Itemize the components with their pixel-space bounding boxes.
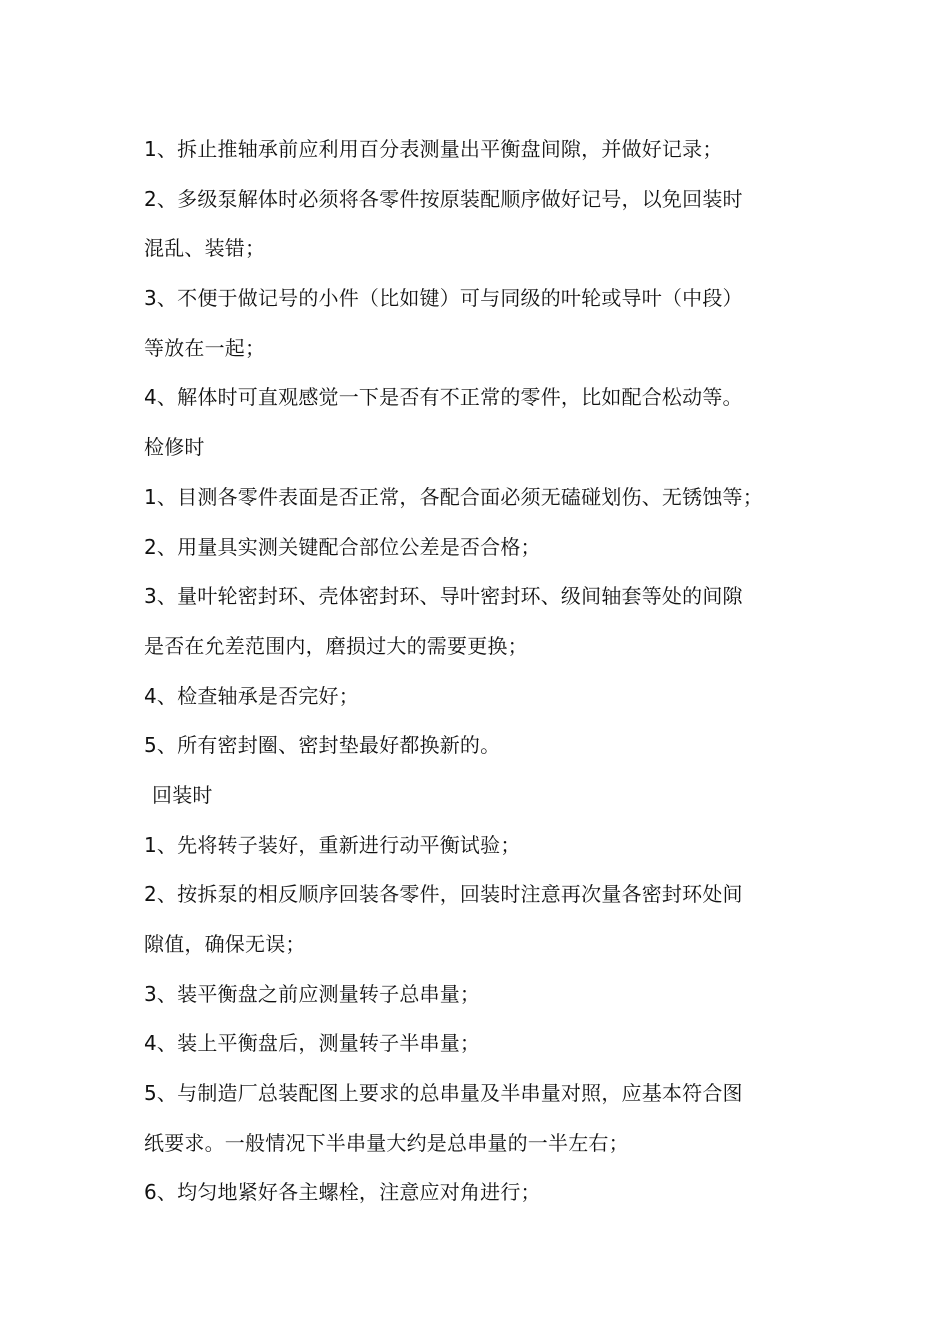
- text-line: 4、装上平衡盘后，测量转子半串量；: [144, 1031, 481, 1056]
- text-line: 1、拆止推轴承前应利用百分表测量出平衡盘间隙，并做好记录；: [144, 137, 723, 161]
- text-line: 3、不便于做记号的小件（比如键）可与同级的叶轮或导叶（中段）: [144, 286, 743, 311]
- text-line: 3、量叶轮密封环、壳体密封环、导叶密封环、级间轴套等处的间隙: [144, 584, 743, 609]
- document-body: [144, 125, 834, 1218]
- text-line: 纸要求。一般情况下半串量大约是总串量的一半左右；: [144, 1130, 629, 1155]
- text-line: 等放在一起；: [144, 335, 266, 360]
- section-heading-inspection: 检修时: [144, 435, 205, 460]
- text-line: 2、多级泵解体时必须将各零件按原装配顺序做好记号，以免回装时: [144, 186, 743, 211]
- text-line: 4、检查轴承是否完好；: [144, 683, 359, 708]
- text-line: 1、先将转子装好，重新进行动平衡试验；: [144, 832, 521, 857]
- text-line: 2、按拆泵的相反顺序回装各零件，回装时注意再次量各密封环处间: [144, 882, 743, 907]
- text-line: 1、目测各零件表面是否正常，各配合面必须无磕碰划伤、无锈蚀等；: [144, 484, 763, 509]
- text-line: 隙值，确保无误；: [144, 932, 306, 956]
- text-line: 3、装平衡盘之前应测量转子总串量；: [144, 981, 481, 1006]
- text-line: 4、解体时可直观感觉一下是否有不正常的零件，比如配合松动等。: [144, 385, 743, 410]
- text-line: 是否在允差范围内，磨损过大的需要更换；: [144, 633, 528, 658]
- section-heading-reassembly: 回装时: [152, 782, 213, 807]
- text-line: 5、所有密封圈、密封垫最好都换新的。: [144, 733, 501, 758]
- text-line: 2、用量具实测关键配合部位公差是否合格；: [144, 534, 541, 559]
- text-line: 混乱、装错；: [144, 236, 266, 261]
- text-line: 6、均匀地紧好各主螺栓，注意应对角进行；: [144, 1180, 541, 1205]
- text-line: 5、与制造厂总装配图上要求的总串量及半串量对照，应基本符合图: [144, 1081, 743, 1106]
